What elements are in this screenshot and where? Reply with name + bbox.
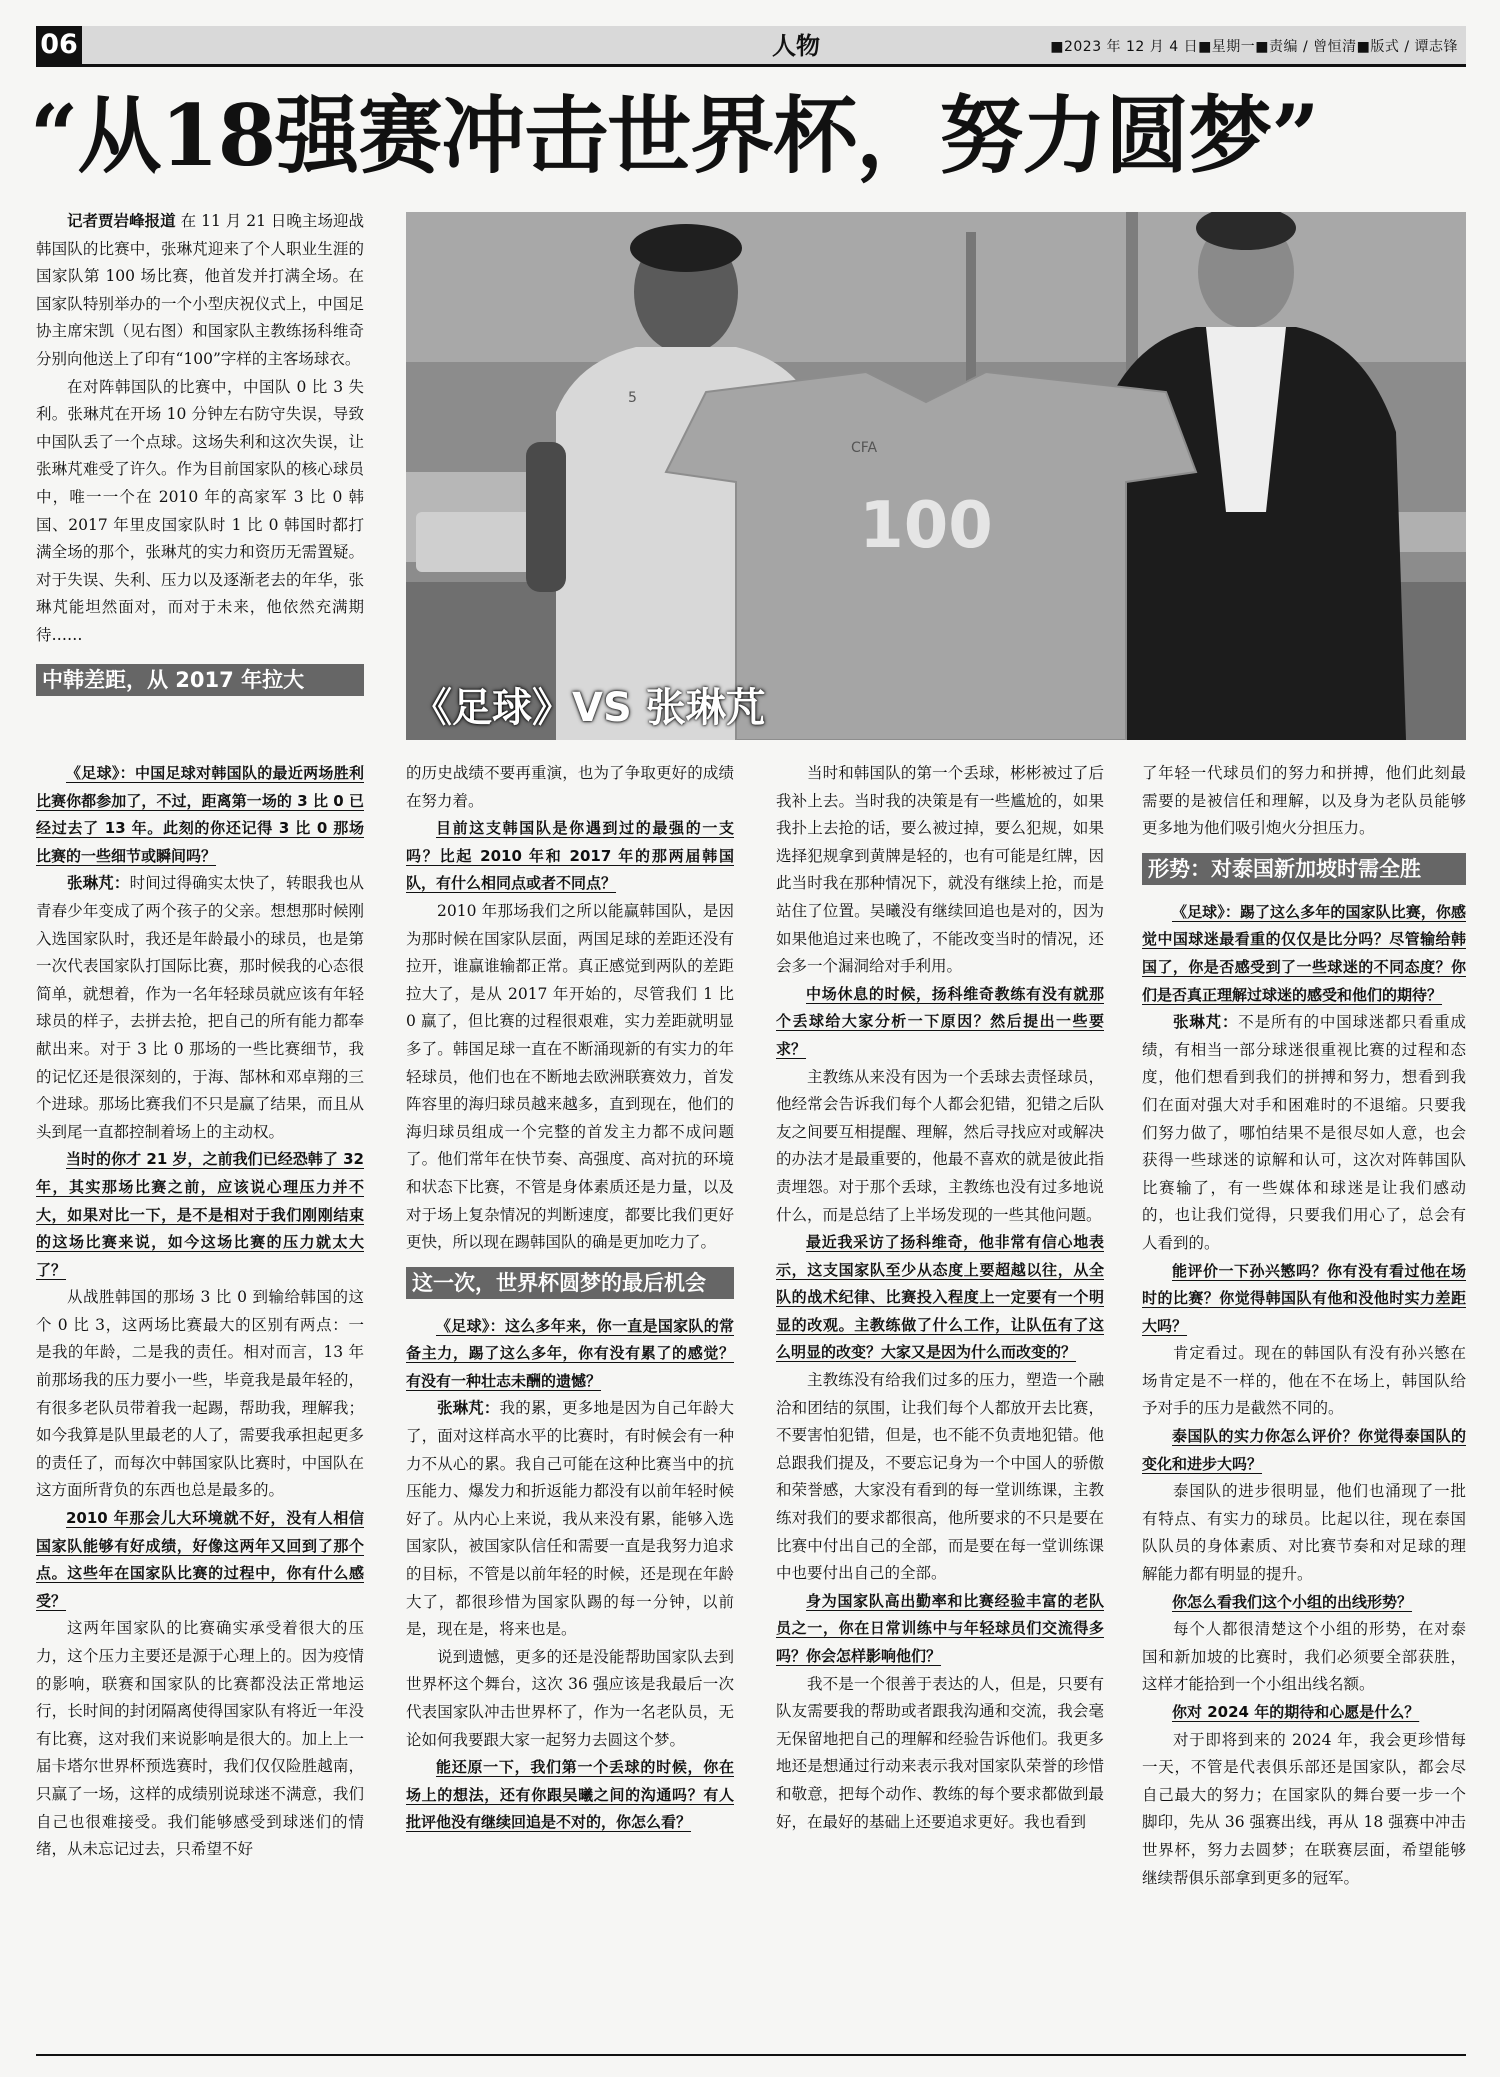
answer-text: 我的累，更多地是因为自己年龄大了，面对这样高水平的比赛时，有时候会有一种力不从心的累。我自己可能在这种比赛当中的抗压能力、爆发力和折返能力都没有以前年轻时候好了。从内心上来说，我从来没有累，能够入选国家队，被国家队信任和需要一直是我努力追求的目标，不管是以前年轻的时候，还是现在年龄大了，都很珍惜为国家队踢的每一分钟，以前是，现在是，将来也是。 xyxy=(406,1399,734,1639)
question: 能还原一下，我们第一个丢球的时候，你在场上的想法，还有你跟吴曦之间的沟通吗？有人批评他没有继续回追是不对的，你怎么看？ xyxy=(406,1758,734,1832)
intro-column xyxy=(36,208,364,710)
answer: 我不是一个很善于表达的人，但是，只要有队友需要我的帮助或者跟我沟通和交流，我会毫无保留地把自己的理解和经验告诉他们。我更多地还是想通过行动来表示我对国家队荣誉的珍惜和敬意，把每个动作、教练的每个要求都做到最好，在最好的基础上还要追求更好。我也看到 xyxy=(776,1674,1104,1831)
question: 能评价一下孙兴慜吗？你有没有看过他在场时的比赛？你觉得韩国队有他和没他时实力差距大吗？ xyxy=(1142,1261,1466,1335)
question: 中场休息的时候，扬科维奇教练有没有就那个丢球给大家分析一下原因？然后提出一些要求？ xyxy=(776,984,1104,1058)
intro-paragraph xyxy=(36,208,364,374)
question: 《足球》：这么多年来，你一直是国家队的常备主力，踢了这么多年，你有没有累了的感觉？有没有一种壮志未酬的遗憾？ xyxy=(406,1316,734,1390)
question: 最近我采访了扬科维奇，他非常有信心地表示，这支国家队至少从态度上要超越以往，从全队的战术纪律、比赛投入程度上一定要有一个明显的改观。主教练做了什么工作，让队伍有了这么明显的改变？大家又是因为什么而改变的？ xyxy=(776,1233,1104,1362)
subhead-1: 中韩差距，从 2017 年拉大 xyxy=(36,664,364,696)
column-4 xyxy=(1142,760,1466,1892)
answer xyxy=(1142,1009,1466,1257)
column-1 xyxy=(36,760,364,1864)
answer: 主教练从来没有因为一个丢球去责怪球员，他经常会告诉我们每个人都会犯错，犯错之后队友之间要互相提醒、理解，然后寻找应对或解决的办法才是最重要的，他最不喜欢的就是彼此指责埋怨。对于那个丢球，主教练也没有过多地说什么，而是总结了上半场发现的一些其他问题。 xyxy=(776,1067,1104,1224)
speaker: 张琳芃： xyxy=(67,874,130,893)
question: 你对 2024 年的期待和心愿是什么？ xyxy=(1172,1703,1420,1721)
column-2 xyxy=(406,760,734,1837)
subhead-3: 形势：对泰国新加坡时需全胜 xyxy=(1142,853,1466,885)
section-name: 人物 xyxy=(772,32,820,60)
answer-text: 不是所有的中国球迷都只看重成绩，有相当一部分球迷很重视比赛的过程和态度，他们想看到我们的拼搏和努力，想看到我们在面对强大对手和困难时的不退缩。只要我们努力做了，哪怕结果不是很尽如人意，也会获得一些球迷的谅解和认可，这次对阵韩国队比赛输了，有一些媒体和球迷是让我们感动的，也让我们觉得，只要我们用心了，总会有人看到的。 xyxy=(1142,1013,1466,1252)
question: 你怎么看我们这个小组的出线形势？ xyxy=(1172,1592,1413,1611)
answer: 主教练没有给我们过多的压力，塑造一个融洽和团结的氛围，让我们每个人都放开去比赛，不要害怕犯错，但是，也不能不负责地犯错。他总跟我们提及，不要忘记身为一个中国人的骄傲和荣誉感，大家没有看到的每一堂训练课，主教练对我们的要求都很高，他所要求的不只是要在比赛中付出自己的全部，而是要在每一堂训练课中也要付出自己的全部。 xyxy=(776,1371,1104,1583)
page-header xyxy=(36,26,1466,67)
jersey-number: 100 xyxy=(859,489,993,563)
footer-rule xyxy=(36,2054,1466,2056)
photo-illustration xyxy=(406,212,1466,740)
jersey-badge: CFA xyxy=(851,440,878,456)
question: 2010 年那会儿大环境就不好，没有人相信国家队能够有好成绩，好像这两年又回到了那个点。这些年在国家队比赛的过程中，你有什么感受？ xyxy=(36,1509,364,1610)
subhead-2: 这一次，世界杯圆梦的最后机会 xyxy=(406,1267,734,1299)
speaker: 张琳芃： xyxy=(437,1399,500,1418)
dateline: ■2023 年 12 月 4 日■星期一■责编 / 曾恒清■版式 / 谭志锋 xyxy=(1050,39,1458,55)
headline: “从18强赛冲击世界杯，努力圆梦” xyxy=(30,86,1319,185)
question: 《足球》：踢了这么多年的国家队比赛，你感觉中国球迷最看重的仅仅是比分吗？尽管输给韩国了，你是否感受到了一些球迷的不同态度？你们是否真正理解过球迷的感受和他们的期待？ xyxy=(1142,902,1466,1004)
photo-overlay-caption: 《足球》VS 张琳芃 xyxy=(412,685,766,731)
continuation: 的历史战绩不要再重演，也为了争取更好的成绩在努力着。 xyxy=(406,764,734,810)
answer: 当时和韩国队的第一个丢球，彬彬被过了后我补上去。当时我的决策是有一些尴尬的，如果我扑上去抢的话，要么被过掉，要么犯规，如果选择犯规拿到黄牌是轻的，也有可能是红牌，因此当时我在那种情况下，就没有继续上抢，而是站住了位置。吴曦没有继续回追也是对的，因为如果他追过来也晚了，不能改变当时的情况，还会多一个漏洞给对手利用。 xyxy=(776,764,1104,976)
speaker: 张琳芃： xyxy=(1173,1013,1239,1032)
answer: 说到遗憾，更多的还是没能帮助国家队去到世界杯这个舞台，这次 36 强应该是我最后一次代表国家队冲击世界杯了，作为一名老队员，无论如何我要跟大家一起努力去圆这个梦。 xyxy=(406,1647,734,1749)
question: 目前这支韩国队是你遇到过的最强的一支吗？比起 2010 年和 2017 年的那两届韩国队，有什么相同点或者不同点？ xyxy=(406,819,734,893)
answer: 2010 年那场我们之所以能赢韩国队，是因为那时候在国家队层面，两国足球的差距还没有拉开，谁赢谁输都正常。真正感觉到两队的差距拉大了，是从 2017 年开始的，尽管我们 1 比 0 赢了，但比赛的过程很艰难，实力差距就明显多了。韩国足球一直在不断涌现新的有实力的年轻球员，他们也在不断地去欧洲联赛效力，首发阵容里的海归球员越来越多，直到现在，他们的海归球员组成一个完整的首发主力都不成问题了。他们常年在快节奏、高强度、高对抗的环境和状态下比赛，不管是身体素质还是力量，以及对于场上复杂情况的判断速度，都要比我们更好更快，所以现在踢韩国队的确是更加吃力了。 xyxy=(406,901,734,1252)
answer: 这两年国家队的比赛确实承受着很大的压力，这个压力主要还是源于心理上的。因为疫情的影响，联赛和国家队的比赛都没法正常地运行，长时间的封闭隔离使得国家队有将近一年没有比赛，这对我们来说影响是很大的。加上上一届卡塔尔世界杯预选赛时，我们仅仅险胜越南，只赢了一场，这样的成绩别说球迷不满意，我们自己也很难接受。我们能够感受到球迷们的情绪，从未忘记过去，只希望不好 xyxy=(36,1619,364,1859)
answer xyxy=(36,870,364,1146)
article-photo xyxy=(406,212,1466,740)
question: 当时的你才 21 岁，之前我们已经恐韩了 32 年，其实那场比赛之前，应该说心理压力并不大，如果对比一下，是不是相对于我们刚刚结束的这场比赛来说，如今这场比赛的压力就太大了？ xyxy=(36,1150,364,1279)
answer: 肯定看过。现在的韩国队有没有孙兴慜在场肯定是不一样的，他在不在场上，韩国队给予对手的压力是截然不同的。 xyxy=(1142,1344,1466,1418)
byline: 记者贾岩峰报道 xyxy=(67,212,176,230)
answer: 泰国队的进步很明显，他们也涌现了一批有特点、有实力的球员。比起以往，现在泰国队队员的身体素质、对比赛节奏和对足球的理解能力都有明显的提升。 xyxy=(1142,1482,1466,1584)
answer: 每个人都很清楚这个小组的形势，在对泰国和新加坡的比赛时，我们必须要全部获胜，这样才能拾到一个小组出线名额。 xyxy=(1142,1620,1466,1694)
question: 身为国家队高出勤率和比赛经验丰富的老队员之一，你在日常训练中与年轻球员们交流得多吗？你会怎样影响他们？ xyxy=(776,1591,1104,1665)
answer-text: 时间过得确实太快了，转眼我也从青春少年变成了两个孩子的父亲。想想那时候刚入选国家队时，我还是年龄最小的球员，也是第一次代表国家队打国际比赛，那时候我的心态很简单，就想着，作为一名年轻球员就应该有年轻球员的样子，去拼去抢，把自己的所有能力都奉献出来。对于 3 比 0 那场的一些比赛细节，我的记忆还是很深刻的，于海、郜林和邓卓翔的三个进球。那场比赛我们不只是赢了结果，而且从头到尾一直都控制着场上的主动权。 xyxy=(36,874,364,1141)
column-3 xyxy=(776,760,1104,1836)
intro-text-1: 在 11 月 21 日晚主场迎战韩国队的比赛中，张琳芃迎来了个人职业生涯的国家队第 100 场比赛，他首发并打满全场。在国家队特别举办的一个小型庆祝仪式上，中国足协主席宋凯（见右图）和国家队主教练扬科维奇分别向他送上了印有“100”字样的主客场球衣。 xyxy=(36,212,364,368)
question: 《足球》：中国足球对韩国队的最近两场胜利比赛你都参加了，不过，距离第一场的 3 比 0 已经过去了 13 年。此刻的你还记得 3 比 0 那场比赛的一些细节或瞬间吗？ xyxy=(36,764,364,865)
continuation: 了年轻一代球员们的努力和拼搏，他们此刻最需要的是被信任和理解，以及身为老队员能够更多地为他们吸引炮火分担压力。 xyxy=(1142,764,1466,838)
answer: 从战胜韩国的那场 3 比 0 到输给韩国的这个 0 比 3，这两场比赛最大的区别有两点：一是我的年龄，二是我的责任。相对而言，13 年前那场我的压力要小一些，毕竟我是最年轻的，有很多老队员带着我一起踢，帮助我，理解我；如今我算是队里最老的人了，需要我承担起更多的责任了，而每次中韩国家队比赛时，中国队在这方面所背负的东西也总是最多的。 xyxy=(36,1288,364,1500)
answer xyxy=(406,1395,734,1643)
intro-text-2: 在对阵韩国队的比赛中，中国队 0 比 3 失利。张琳芃在开场 10 分钟左右防守失误，导致中国队丢了一个点球。这场失利和这次失误，让张琳芃难受了许久。作为目前国家队的核心球员中，唯一一个在 2010 年的高家军 3 比 0 韩国、2017 年里皮国家队时 1 比 0 韩国时都打满全场的那个，张琳芃的实力和资历无需置疑。对于失误、失利、压力以及逐渐老去的年华，张琳芃能坦然面对，而对于未来，他依然充满期待…… xyxy=(36,377,364,644)
page-number: 06 xyxy=(36,26,82,64)
answer: 对于即将到来的 2024 年，我会更珍惜每一天，不管是代表俱乐部还是国家队，都会尽自己最大的努力；在国家队的舞台要一步一个脚印，先从 36 强赛出线，再从 18 强赛中冲击世界杯，努力去圆梦；在联赛层面，希望能够继续帮俱乐部拿到更多的冠军。 xyxy=(1142,1730,1466,1887)
shirt-number: 5 xyxy=(628,390,637,406)
question: 泰国队的实力你怎么评价？你觉得泰国队的变化和进步大吗？ xyxy=(1142,1427,1466,1473)
